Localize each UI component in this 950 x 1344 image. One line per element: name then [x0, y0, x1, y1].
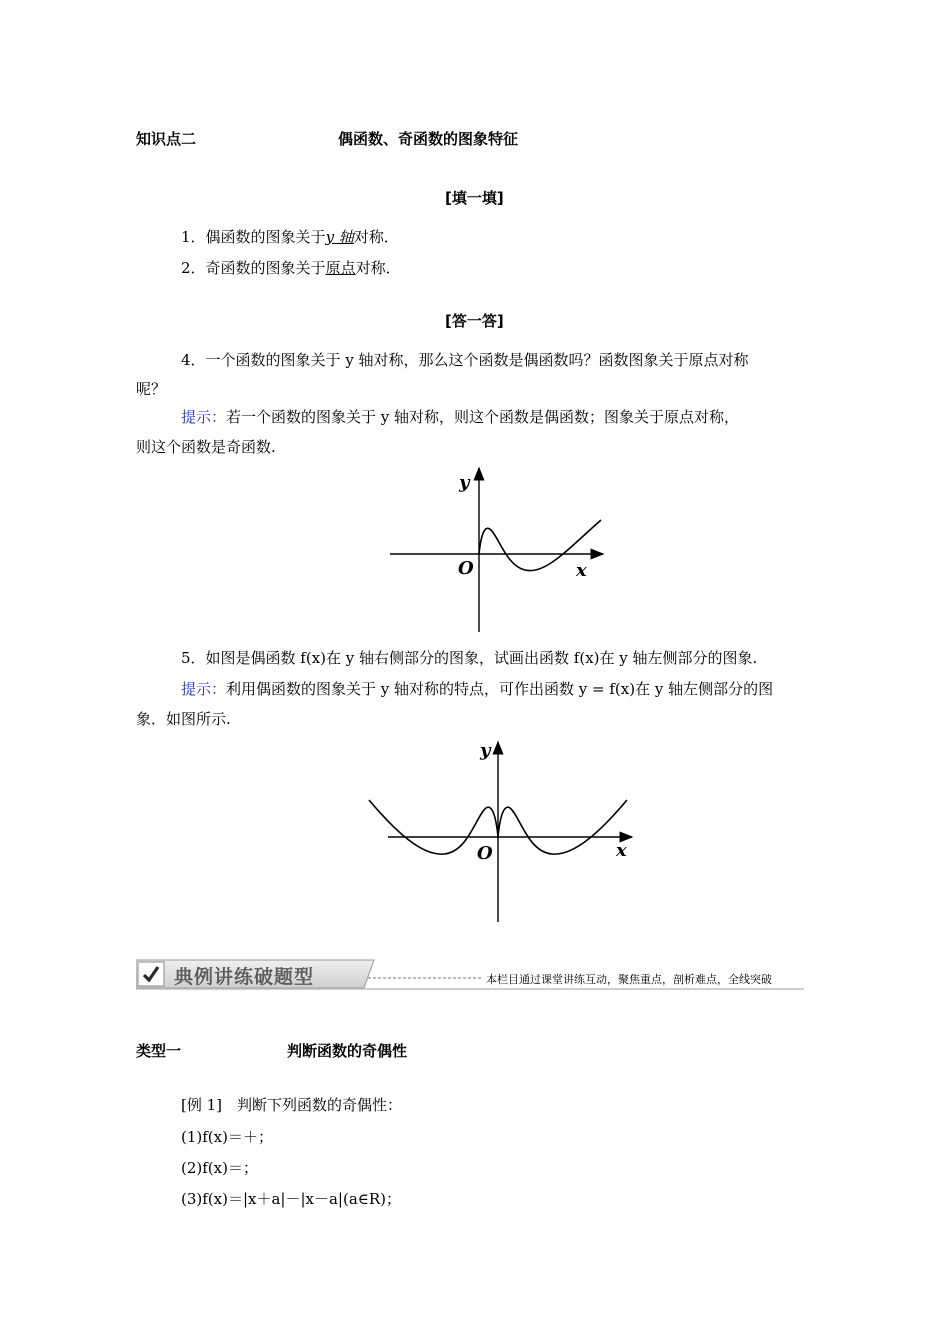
- banner-note: 本栏目通过课堂讲练互动，聚焦重点，剖析难点，全线突破: [486, 973, 772, 986]
- hint-label: 提示：: [181, 408, 227, 426]
- section-title: 偶函数、奇函数的图象特征: [338, 130, 519, 148]
- question-4-line-1: 4．一个函数的图象关于 y 轴对称，那么这个函数是偶函数吗？函数图象关于原点对称: [181, 351, 749, 369]
- check-icon: [141, 964, 161, 984]
- section-banner: [136, 958, 804, 990]
- type-label: 类型一: [136, 1042, 182, 1060]
- fill-item-1-pre: 偶函数的图象关于: [205, 228, 326, 246]
- figure-2-graph: [360, 734, 640, 924]
- hint-4-text: 若一个函数的图象关于 y 轴对称，则这个函数是偶函数；图象关于原点对称，: [226, 408, 740, 426]
- question-5-line-1: 5．如图是偶函数 f(x)在 y 轴右侧部分的图象，试画出函数 f(x)在 y 轴左侧部分的图象.: [181, 649, 758, 667]
- fill-item-2-pre: 奇函数的图象关于: [205, 259, 326, 277]
- fill-item-2: [181, 257, 401, 278]
- fill-item-1-post: 对称．: [353, 228, 399, 246]
- section-label: 知识点二: [136, 130, 197, 148]
- example-1-item-2: (2)f(x)＝；: [181, 1159, 258, 1177]
- hint-4-line-1: [181, 406, 739, 427]
- figure-1-origin-label: O: [458, 558, 474, 579]
- hint-5-text: 利用偶函数的图象关于 y 轴对称的特点，可作出函数 y = f(x)在 y 轴左侧部分的图: [226, 680, 774, 698]
- figure-1-x-label: x: [576, 560, 587, 581]
- type-title: 判断函数的奇偶性: [287, 1042, 408, 1060]
- fill-item-1-num: 1．: [181, 228, 206, 246]
- question-4-line-2: 呢？: [136, 380, 167, 398]
- example-1-intro: [例 1] 判断下列函数的奇偶性：: [181, 1096, 403, 1114]
- hint-5-line-2: 象．如图所示.: [136, 710, 231, 728]
- fill-item-1: [181, 226, 399, 247]
- figure-2-x-label: x: [616, 840, 627, 861]
- fill-heading: [填一填]: [445, 189, 504, 207]
- fill-item-2-post: 对称．: [355, 259, 401, 277]
- fill-item-2-blank: 原点: [325, 259, 356, 277]
- figure-1-y-label: y: [459, 472, 470, 493]
- example-1-item-3: (3)f(x)＝|x＋a|－|x－a|(a∈R)；: [181, 1190, 402, 1208]
- figure-1-graph: [385, 462, 615, 634]
- hint-4-line-2: 则这个函数是奇函数.: [136, 438, 276, 456]
- fill-item-2-num: 2．: [181, 259, 206, 277]
- banner-title: 典例讲练破题型: [174, 966, 315, 988]
- figure-2-curve-right: [498, 800, 627, 854]
- hint-5-line-1: [181, 678, 773, 699]
- figure-2-origin-label: O: [477, 843, 493, 864]
- hint-label-2: 提示：: [181, 680, 227, 698]
- answer-heading: [答一答]: [445, 312, 504, 330]
- fill-item-1-blank: y 轴: [325, 228, 354, 246]
- figure-2-y-label: y: [480, 740, 491, 761]
- example-1-item-1: (1)f(x)＝＋；: [181, 1128, 273, 1146]
